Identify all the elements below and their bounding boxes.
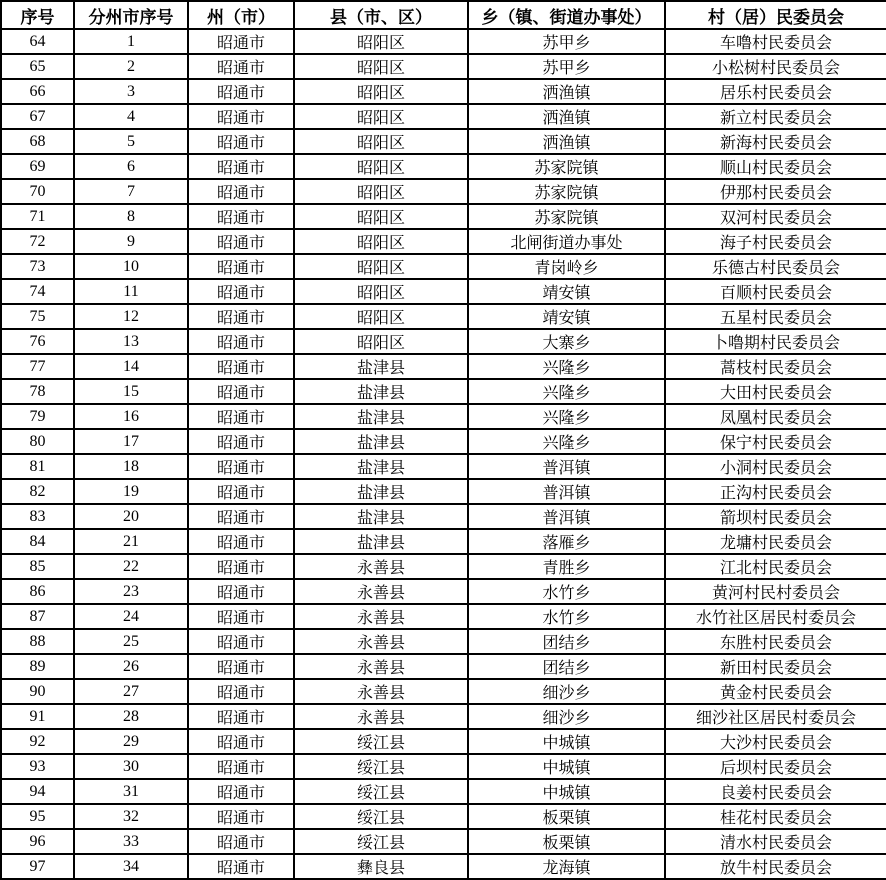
- table-cell-township: 青岗岭乡: [468, 254, 665, 279]
- table-row: [1, 529, 886, 554]
- table-cell-prefecture-seq: 15: [74, 379, 188, 404]
- table-cell-township: 中城镇: [468, 779, 665, 804]
- table-cell-village-committee: 良姜村民委员会: [665, 779, 886, 804]
- table-cell-county: 绥江县: [294, 829, 468, 854]
- table-cell-township: 落雁乡: [468, 529, 665, 554]
- table-cell-prefecture: 昭通市: [188, 729, 294, 754]
- table-cell-prefecture: 昭通市: [188, 54, 294, 79]
- table-cell-township: 苏甲乡: [468, 29, 665, 54]
- table-cell-village-committee: 江北村民委员会: [665, 554, 886, 579]
- table-cell-village-committee: 新海村民委员会: [665, 129, 886, 154]
- table-cell-township: 洒渔镇: [468, 129, 665, 154]
- table-row: [1, 254, 886, 279]
- table-row: [1, 679, 886, 704]
- table-cell-township: 苏家院镇: [468, 179, 665, 204]
- table-cell-prefecture-seq: 11: [74, 279, 188, 304]
- table-cell-county: 永善县: [294, 579, 468, 604]
- table-cell-prefecture: 昭通市: [188, 604, 294, 629]
- table-row: [1, 154, 886, 179]
- table-cell-township: 团结乡: [468, 629, 665, 654]
- table-cell-prefecture: 昭通市: [188, 429, 294, 454]
- table-cell-township: 水竹乡: [468, 579, 665, 604]
- table-cell-prefecture: 昭通市: [188, 504, 294, 529]
- table-cell-prefecture: 昭通市: [188, 229, 294, 254]
- table-cell-prefecture-seq: 16: [74, 404, 188, 429]
- table-cell-county: 盐津县: [294, 404, 468, 429]
- table-cell-county: 绥江县: [294, 754, 468, 779]
- table-cell-seq: 71: [1, 204, 74, 229]
- table-cell-seq: 67: [1, 104, 74, 129]
- table-cell-seq: 92: [1, 729, 74, 754]
- table-row: [1, 579, 886, 604]
- table-cell-prefecture-seq: 26: [74, 654, 188, 679]
- table-row: [1, 479, 886, 504]
- table-cell-township: 中城镇: [468, 754, 665, 779]
- table-cell-prefecture: 昭通市: [188, 354, 294, 379]
- table-cell-village-committee: 大沙村民委员会: [665, 729, 886, 754]
- table-cell-village-committee: 卜噜期村民委员会: [665, 329, 886, 354]
- table-cell-township: 细沙乡: [468, 679, 665, 704]
- table-cell-seq: 91: [1, 704, 74, 729]
- table-row: [1, 429, 886, 454]
- table-cell-village-committee: 龙墉村民委员会: [665, 529, 886, 554]
- table-cell-seq: 73: [1, 254, 74, 279]
- table-row: [1, 29, 886, 54]
- table-cell-prefecture: 昭通市: [188, 79, 294, 104]
- table-row: [1, 829, 886, 854]
- table-cell-seq: 93: [1, 754, 74, 779]
- table-cell-county: 盐津县: [294, 504, 468, 529]
- table-cell-seq: 74: [1, 279, 74, 304]
- table-cell-prefecture-seq: 1: [74, 29, 188, 54]
- table-cell-village-committee: 伊那村民委员会: [665, 179, 886, 204]
- table-cell-village-committee: 放牛村民委员会: [665, 854, 886, 879]
- table-row: [1, 654, 886, 679]
- table-cell-township: 苏甲乡: [468, 54, 665, 79]
- table-row: [1, 404, 886, 429]
- table-cell-county: 昭阳区: [294, 29, 468, 54]
- table-cell-township: 团结乡: [468, 654, 665, 679]
- table-cell-county: 盐津县: [294, 479, 468, 504]
- table-cell-seq: 97: [1, 854, 74, 879]
- table-cell-prefecture: 昭通市: [188, 479, 294, 504]
- table-cell-seq: 68: [1, 129, 74, 154]
- table-cell-prefecture-seq: 29: [74, 729, 188, 754]
- table-cell-village-committee: 箭坝村民委员会: [665, 504, 886, 529]
- table-cell-prefecture: 昭通市: [188, 204, 294, 229]
- table-body: [1, 29, 886, 879]
- table-cell-seq: 89: [1, 654, 74, 679]
- table-row: [1, 379, 886, 404]
- table-cell-county: 昭阳区: [294, 179, 468, 204]
- table-cell-township: 兴隆乡: [468, 404, 665, 429]
- table-cell-prefecture-seq: 6: [74, 154, 188, 179]
- table-row: [1, 729, 886, 754]
- table-cell-county: 昭阳区: [294, 154, 468, 179]
- table-cell-county: 盐津县: [294, 454, 468, 479]
- table-cell-prefecture: 昭通市: [188, 854, 294, 879]
- table-cell-village-committee: 正沟村民委员会: [665, 479, 886, 504]
- table-cell-township: 龙海镇: [468, 854, 665, 879]
- table-cell-seq: 80: [1, 429, 74, 454]
- table-row: [1, 204, 886, 229]
- table-row: [1, 704, 886, 729]
- table-cell-prefecture: 昭通市: [188, 279, 294, 304]
- table-cell-county: 绥江县: [294, 779, 468, 804]
- table-cell-prefecture: 昭通市: [188, 104, 294, 129]
- table-cell-county: 永善县: [294, 629, 468, 654]
- table-cell-township: 洒渔镇: [468, 104, 665, 129]
- table-row: [1, 54, 886, 79]
- table-cell-county: 永善县: [294, 654, 468, 679]
- table-cell-seq: 96: [1, 829, 74, 854]
- table-row: [1, 554, 886, 579]
- table-cell-county: 昭阳区: [294, 254, 468, 279]
- table-cell-county: 昭阳区: [294, 54, 468, 79]
- table-cell-prefecture: 昭通市: [188, 379, 294, 404]
- table-cell-prefecture-seq: 4: [74, 104, 188, 129]
- table-cell-seq: 94: [1, 779, 74, 804]
- table-cell-seq: 79: [1, 404, 74, 429]
- table-cell-village-committee: 后坝村民委员会: [665, 754, 886, 779]
- table-cell-county: 昭阳区: [294, 329, 468, 354]
- table-cell-township: 兴隆乡: [468, 379, 665, 404]
- table-cell-township: 兴隆乡: [468, 429, 665, 454]
- table-row: [1, 454, 886, 479]
- table-cell-prefecture-seq: 30: [74, 754, 188, 779]
- table-cell-county: 昭阳区: [294, 104, 468, 129]
- table-cell-county: 盐津县: [294, 354, 468, 379]
- table-cell-village-committee: 清水村民委员会: [665, 829, 886, 854]
- column-header-seq: 序号: [1, 1, 74, 29]
- table-cell-township: 普洱镇: [468, 479, 665, 504]
- table-cell-prefecture: 昭通市: [188, 304, 294, 329]
- table-cell-seq: 70: [1, 179, 74, 204]
- table-cell-county: 永善县: [294, 604, 468, 629]
- table-cell-prefecture: 昭通市: [188, 554, 294, 579]
- column-header-prefecture-seq: 分州市序号: [74, 1, 188, 29]
- table-cell-village-committee: 新立村民委员会: [665, 104, 886, 129]
- table-cell-prefecture: 昭通市: [188, 629, 294, 654]
- table-cell-village-committee: 小松树村民委员会: [665, 54, 886, 79]
- table-row: [1, 629, 886, 654]
- table-cell-village-committee: 顺山村民委员会: [665, 154, 886, 179]
- table-cell-seq: 88: [1, 629, 74, 654]
- table-cell-village-committee: 大田村民委员会: [665, 379, 886, 404]
- table-cell-prefecture-seq: 17: [74, 429, 188, 454]
- table-cell-prefecture: 昭通市: [188, 829, 294, 854]
- table-row: [1, 604, 886, 629]
- table-cell-prefecture-seq: 19: [74, 479, 188, 504]
- table-cell-township: 北闸街道办事处: [468, 229, 665, 254]
- table-cell-county: 昭阳区: [294, 279, 468, 304]
- table-cell-prefecture-seq: 10: [74, 254, 188, 279]
- table-cell-township: 水竹乡: [468, 604, 665, 629]
- table-cell-prefecture: 昭通市: [188, 529, 294, 554]
- table-cell-prefecture-seq: 33: [74, 829, 188, 854]
- table-cell-prefecture-seq: 8: [74, 204, 188, 229]
- table-cell-village-committee: 双河村民委员会: [665, 204, 886, 229]
- table-cell-prefecture-seq: 21: [74, 529, 188, 554]
- table-cell-township: 靖安镇: [468, 304, 665, 329]
- table-cell-prefecture: 昭通市: [188, 329, 294, 354]
- table-cell-village-committee: 凤凰村民委员会: [665, 404, 886, 429]
- table-cell-county: 昭阳区: [294, 79, 468, 104]
- table-cell-prefecture-seq: 9: [74, 229, 188, 254]
- table-row: [1, 504, 886, 529]
- table-row: [1, 179, 886, 204]
- table-cell-village-committee: 保宁村民委员会: [665, 429, 886, 454]
- table-row: [1, 279, 886, 304]
- table-cell-prefecture: 昭通市: [188, 754, 294, 779]
- table-cell-prefecture-seq: 34: [74, 854, 188, 879]
- table-cell-county: 盐津县: [294, 429, 468, 454]
- table-cell-county: 永善县: [294, 554, 468, 579]
- table-cell-seq: 82: [1, 479, 74, 504]
- column-header-prefecture: 州（市）: [188, 1, 294, 29]
- table-cell-village-committee: 桂花村民委员会: [665, 804, 886, 829]
- table-cell-prefecture-seq: 27: [74, 679, 188, 704]
- table-cell-village-committee: 东胜村民委员会: [665, 629, 886, 654]
- table-cell-prefecture: 昭通市: [188, 154, 294, 179]
- table-row: [1, 779, 886, 804]
- table-cell-village-committee: 海子村民委员会: [665, 229, 886, 254]
- table-cell-village-committee: 黄金村民委员会: [665, 679, 886, 704]
- table-cell-village-committee: 百顺村民委员会: [665, 279, 886, 304]
- table-cell-village-committee: 水竹社区居民村委员会: [665, 604, 886, 629]
- table-cell-prefecture: 昭通市: [188, 654, 294, 679]
- table-cell-township: 苏家院镇: [468, 204, 665, 229]
- table-cell-county: 盐津县: [294, 529, 468, 554]
- table-cell-township: 大寨乡: [468, 329, 665, 354]
- table-cell-prefecture-seq: 28: [74, 704, 188, 729]
- table-cell-prefecture-seq: 25: [74, 629, 188, 654]
- table-cell-seq: 90: [1, 679, 74, 704]
- table-cell-seq: 85: [1, 554, 74, 579]
- header-row: [1, 1, 886, 29]
- table-cell-township: 普洱镇: [468, 504, 665, 529]
- table-cell-township: 苏家院镇: [468, 154, 665, 179]
- table-row: [1, 354, 886, 379]
- table-cell-prefecture-seq: 3: [74, 79, 188, 104]
- table-row: [1, 804, 886, 829]
- table-cell-prefecture-seq: 14: [74, 354, 188, 379]
- table-cell-county: 昭阳区: [294, 129, 468, 154]
- table-cell-township: 板栗镇: [468, 804, 665, 829]
- table-cell-seq: 81: [1, 454, 74, 479]
- table-cell-seq: 77: [1, 354, 74, 379]
- table-cell-village-committee: 居乐村民委员会: [665, 79, 886, 104]
- table-cell-township: 细沙乡: [468, 704, 665, 729]
- table-cell-seq: 75: [1, 304, 74, 329]
- table-cell-prefecture: 昭通市: [188, 29, 294, 54]
- table-cell-prefecture-seq: 13: [74, 329, 188, 354]
- table-cell-village-committee: 新田村民委员会: [665, 654, 886, 679]
- table-cell-township: 中城镇: [468, 729, 665, 754]
- table-cell-prefecture-seq: 2: [74, 54, 188, 79]
- table-cell-seq: 66: [1, 79, 74, 104]
- table-cell-prefecture: 昭通市: [188, 129, 294, 154]
- table-cell-prefecture: 昭通市: [188, 579, 294, 604]
- table-cell-county: 永善县: [294, 704, 468, 729]
- table-row: [1, 79, 886, 104]
- table-cell-seq: 87: [1, 604, 74, 629]
- column-header-county: 县（市、区）: [294, 1, 468, 29]
- table-cell-prefecture: 昭通市: [188, 454, 294, 479]
- table-cell-township: 普洱镇: [468, 454, 665, 479]
- table-cell-village-committee: 车噜村民委员会: [665, 29, 886, 54]
- table-cell-prefecture: 昭通市: [188, 704, 294, 729]
- table-cell-seq: 84: [1, 529, 74, 554]
- table-cell-prefecture-seq: 22: [74, 554, 188, 579]
- table-cell-seq: 86: [1, 579, 74, 604]
- table-cell-county: 昭阳区: [294, 304, 468, 329]
- column-header-township: 乡（镇、街道办事处）: [468, 1, 665, 29]
- table-cell-county: 绥江县: [294, 729, 468, 754]
- table-row: [1, 754, 886, 779]
- table-cell-prefecture: 昭通市: [188, 779, 294, 804]
- table-row: [1, 304, 886, 329]
- table-cell-prefecture-seq: 32: [74, 804, 188, 829]
- table-row: [1, 329, 886, 354]
- table-cell-prefecture-seq: 18: [74, 454, 188, 479]
- table-cell-prefecture-seq: 20: [74, 504, 188, 529]
- table-row: [1, 854, 886, 879]
- table-cell-township: 青胜乡: [468, 554, 665, 579]
- table-cell-prefecture-seq: 12: [74, 304, 188, 329]
- table-cell-prefecture-seq: 23: [74, 579, 188, 604]
- table-cell-prefecture: 昭通市: [188, 404, 294, 429]
- table-cell-seq: 69: [1, 154, 74, 179]
- table-cell-seq: 78: [1, 379, 74, 404]
- table-cell-county: 永善县: [294, 679, 468, 704]
- table-cell-county: 昭阳区: [294, 229, 468, 254]
- table-cell-village-committee: 乐德古村民委员会: [665, 254, 886, 279]
- table-cell-prefecture: 昭通市: [188, 804, 294, 829]
- table-row: [1, 104, 886, 129]
- table-cell-prefecture-seq: 24: [74, 604, 188, 629]
- column-header-village-committee: 村（居）民委员会: [665, 1, 886, 29]
- table-cell-prefecture-seq: 31: [74, 779, 188, 804]
- table-cell-seq: 76: [1, 329, 74, 354]
- table-row: [1, 229, 886, 254]
- table-cell-seq: 65: [1, 54, 74, 79]
- table-cell-prefecture: 昭通市: [188, 679, 294, 704]
- table-cell-township: 靖安镇: [468, 279, 665, 304]
- table-cell-prefecture: 昭通市: [188, 179, 294, 204]
- table-cell-village-committee: 黄河村民村委员会: [665, 579, 886, 604]
- table-cell-township: 洒渔镇: [468, 79, 665, 104]
- table-row: [1, 129, 886, 154]
- table-cell-seq: 95: [1, 804, 74, 829]
- table-cell-township: 兴隆乡: [468, 354, 665, 379]
- table-cell-county: 昭阳区: [294, 204, 468, 229]
- table-cell-seq: 72: [1, 229, 74, 254]
- table-cell-county: 绥江县: [294, 804, 468, 829]
- table-cell-seq: 83: [1, 504, 74, 529]
- table-cell-township: 板栗镇: [468, 829, 665, 854]
- table-cell-seq: 64: [1, 29, 74, 54]
- table-cell-village-committee: 小洞村民委员会: [665, 454, 886, 479]
- table-cell-village-committee: 五星村民委员会: [665, 304, 886, 329]
- table-cell-prefecture-seq: 7: [74, 179, 188, 204]
- table-cell-village-committee: 细沙社区居民村委员会: [665, 704, 886, 729]
- table-header: [1, 1, 886, 29]
- table-cell-prefecture-seq: 5: [74, 129, 188, 154]
- table-cell-county: 盐津县: [294, 379, 468, 404]
- table-cell-village-committee: 蒿枝村民委员会: [665, 354, 886, 379]
- table-cell-county: 彝良县: [294, 854, 468, 879]
- table-cell-prefecture: 昭通市: [188, 254, 294, 279]
